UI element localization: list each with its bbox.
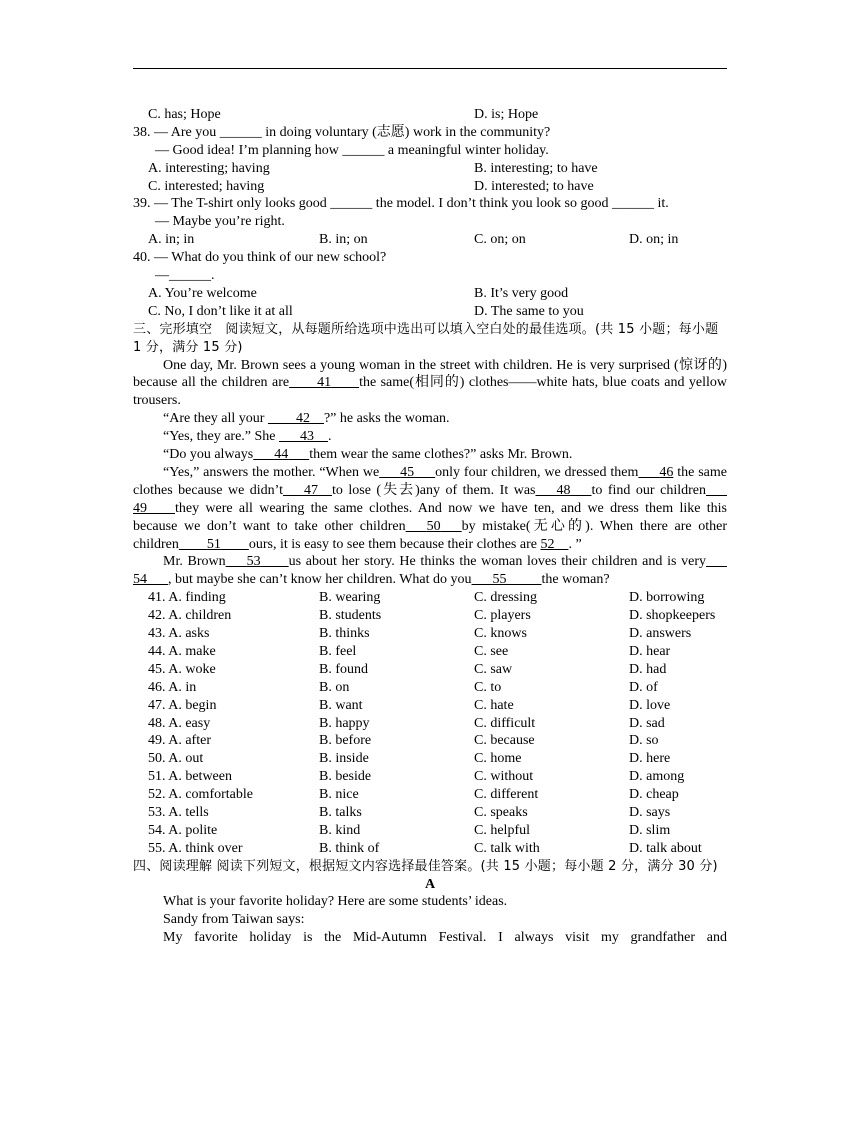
cloze-paragraph-1 xyxy=(133,357,727,411)
cloze-option-a[interactable]: 48. A. easy xyxy=(148,715,211,731)
q39-option-b[interactable]: B. in; on xyxy=(319,232,368,248)
blank-number: 41 xyxy=(317,375,332,391)
cloze-option-row xyxy=(133,732,727,750)
cloze-text: only four children, we dressed them xyxy=(435,464,639,480)
cloze-option-a[interactable]: 44. A. make xyxy=(148,643,216,659)
passage-a-line-1: What is your favorite holiday? Here are some students’ ideas. xyxy=(163,894,508,910)
cloze-option-b[interactable]: B. on xyxy=(319,679,350,695)
cloze-option-row xyxy=(133,822,727,840)
blank-number: 51 xyxy=(206,536,221,552)
cloze-option-d[interactable]: D. among xyxy=(629,769,685,785)
cloze-option-row xyxy=(133,607,727,625)
cloze-option-b[interactable]: B. feel xyxy=(319,643,357,659)
cloze-option-a[interactable]: 45. A. woke xyxy=(148,661,216,677)
cloze-option-c[interactable]: C. to xyxy=(474,679,502,695)
passage-a-line-2: Sandy from Taiwan says: xyxy=(163,912,305,928)
cloze-option-c[interactable]: C. see xyxy=(474,643,509,659)
cloze-text: to lose (失去)any of them. It was xyxy=(331,482,536,498)
cloze-text: One day, Mr. Brown sees a young woman in the street with children. He is very surprised (惊讶的) because all the children are xyxy=(133,357,727,391)
q39-stem: 39. — The T-shirt only looks good ______ the model. I don’t think you look so good ______ it. xyxy=(133,196,669,212)
q37-option-d[interactable]: D. is; Hope xyxy=(474,107,539,122)
blank-45[interactable] xyxy=(379,465,435,480)
cloze-option-b[interactable]: B. thinks xyxy=(319,626,370,642)
blank-number: 55 xyxy=(492,572,507,588)
cloze-text: them wear the same clothes?” asks Mr. Brown. xyxy=(309,447,573,463)
blank-number: 50 xyxy=(426,518,441,534)
blank-53[interactable] xyxy=(226,554,289,569)
cloze-option-row xyxy=(133,750,727,768)
cloze-text: ours, it is easy to see them because their clothes are xyxy=(248,536,541,552)
cloze-option-a[interactable]: 47. A. begin xyxy=(148,697,217,713)
cloze-option-a[interactable]: 49. A. after xyxy=(148,733,211,749)
q37-option-c[interactable]: C. has; Hope xyxy=(148,107,221,122)
cloze-text: to find our children xyxy=(591,482,706,498)
q40-reply: —______. xyxy=(155,268,215,284)
blank-number: 52 xyxy=(540,536,555,552)
cloze-option-d[interactable]: D. of xyxy=(629,679,658,695)
cloze-option-b[interactable]: B. found xyxy=(319,661,368,677)
cloze-option-a[interactable]: 54. A. polite xyxy=(148,822,218,838)
q38-options-row1 xyxy=(133,160,727,178)
cloze-option-a[interactable]: 51. A. between xyxy=(148,769,232,785)
cloze-text: “Do you always xyxy=(163,447,254,463)
passage-a-line-3: My favorite holiday is the Mid-Autumn Festival. I always visit my grandfather and xyxy=(163,930,727,946)
cloze-option-b[interactable]: B. happy xyxy=(319,715,370,731)
q38-option-a[interactable]: A. interesting; having xyxy=(148,160,270,176)
cloze-option-c[interactable]: C. players xyxy=(474,608,531,624)
cloze-option-d[interactable]: D. slim xyxy=(629,822,671,838)
blank-number: 42 xyxy=(295,411,310,427)
q40-option-b[interactable]: B. It’s very good xyxy=(474,285,569,301)
cloze-option-d[interactable]: D. cheap xyxy=(629,787,679,803)
q38-option-c[interactable]: C. interested; having xyxy=(148,178,265,194)
cloze-option-d[interactable]: D. says xyxy=(629,804,671,820)
cloze-paragraph-5 xyxy=(133,464,727,554)
cloze-option-b[interactable]: B. students xyxy=(319,608,382,624)
cloze-text: . ” xyxy=(568,536,582,552)
blank-51[interactable] xyxy=(179,537,249,552)
cloze-text: they were all wearing the same clothes. And now we have ten, and we dress them like this because we don’t want to take other children xyxy=(133,500,727,534)
q38-stem: 38. — Are you ______ in doing voluntary (志愿) work in the community? xyxy=(133,124,551,140)
cloze-option-d[interactable]: D. borrowing xyxy=(629,590,705,606)
cloze-option-d[interactable]: D. hear xyxy=(629,643,671,659)
blank-50[interactable] xyxy=(406,519,462,534)
q39-reply: — Maybe you’re right. xyxy=(155,214,285,230)
blank-46[interactable] xyxy=(638,465,673,480)
cloze-text: , but maybe she can’t know her children. What do you xyxy=(168,572,472,588)
blank-number: 44 xyxy=(274,447,289,463)
cloze-text: . xyxy=(328,429,332,445)
blank-43[interactable] xyxy=(279,429,328,444)
cloze-option-c[interactable]: C. talk with xyxy=(474,840,540,856)
blank-41[interactable] xyxy=(289,375,359,390)
cloze-option-row xyxy=(133,697,727,715)
exam-page xyxy=(133,106,727,947)
q38-option-d[interactable]: D. interested; to have xyxy=(474,178,594,194)
q39-option-d[interactable]: D. on; in xyxy=(629,232,679,248)
blank-number: 45 xyxy=(400,464,415,480)
cloze-option-row xyxy=(133,768,727,786)
cloze-paragraph-6 xyxy=(133,553,727,589)
cloze-text: ?” he asks the woman. xyxy=(323,411,450,427)
section4-heading: 四、阅读理解 阅读下列短文，根据短文内容选择最佳答案。(共 15 小题；每小题 2 分，满分 30 分) xyxy=(133,858,718,874)
q38-option-b[interactable]: B. interesting; to have xyxy=(474,160,598,176)
blank-number: 53 xyxy=(246,554,261,570)
cloze-option-c[interactable]: C. because xyxy=(474,733,535,749)
q37-options xyxy=(133,106,727,124)
cloze-option-c[interactable]: C. without xyxy=(474,769,534,785)
q40-option-a[interactable]: A. You’re welcome xyxy=(148,285,257,301)
cloze-options-list xyxy=(133,589,727,857)
q38-reply: — Good idea! I’m planning how ______ a meaningful winter holiday. xyxy=(155,142,549,158)
cloze-option-row xyxy=(133,589,727,607)
cloze-paragraph-2 xyxy=(133,410,727,428)
cloze-option-c[interactable]: C. dressing xyxy=(474,590,537,606)
q40-option-c[interactable]: C. No, I don’t like it at all xyxy=(148,303,293,319)
blank-44[interactable] xyxy=(253,447,309,462)
cloze-option-a[interactable]: 43. A. asks xyxy=(148,626,210,642)
blank-number: 46 xyxy=(659,464,674,480)
cloze-option-row xyxy=(133,661,727,679)
cloze-option-b[interactable]: B. before xyxy=(319,733,372,749)
blank-55[interactable] xyxy=(472,572,542,587)
cloze-option-b[interactable]: B. wearing xyxy=(319,590,381,606)
q40-option-d[interactable]: D. The same to you xyxy=(474,303,584,319)
cloze-option-a[interactable]: 50. A. out xyxy=(148,751,204,767)
cloze-option-d[interactable]: D. sad xyxy=(629,715,665,731)
blank-47[interactable] xyxy=(283,483,332,498)
cloze-option-c[interactable]: C. helpful xyxy=(474,822,530,838)
cloze-option-c[interactable]: C. saw xyxy=(474,661,513,677)
cloze-text: “Are they all your xyxy=(163,411,268,427)
cloze-option-c[interactable]: C. knows xyxy=(474,626,527,642)
cloze-option-row xyxy=(133,643,727,661)
cloze-option-row xyxy=(133,804,727,822)
cloze-option-d[interactable]: D. love xyxy=(629,697,671,713)
cloze-option-row xyxy=(133,679,727,697)
cloze-option-d[interactable]: D. talk about xyxy=(629,840,702,856)
cloze-option-b[interactable]: B. nice xyxy=(319,787,359,803)
cloze-option-b[interactable]: B. beside xyxy=(319,769,372,785)
cloze-text: Mr. Brown xyxy=(163,554,226,570)
q39-option-c[interactable]: C. on; on xyxy=(474,232,526,248)
blank-number: 43 xyxy=(300,429,314,445)
blank-number: 47 xyxy=(303,482,318,498)
blank-48[interactable] xyxy=(535,483,591,498)
blank-42[interactable] xyxy=(268,411,324,426)
blank-number: 48 xyxy=(556,482,571,498)
cloze-text: the woman? xyxy=(541,572,610,588)
cloze-option-d[interactable]: D. so xyxy=(629,733,659,749)
cloze-option-d[interactable]: D. shopkeepers xyxy=(629,608,716,624)
cloze-option-c[interactable]: C. hate xyxy=(474,697,514,713)
cloze-text: by mistake(无心的). When there are other children xyxy=(133,518,727,552)
cloze-option-d[interactable]: D. had xyxy=(629,661,667,677)
cloze-option-c[interactable]: C. speaks xyxy=(474,804,528,820)
cloze-option-c[interactable]: C. home xyxy=(474,751,522,767)
q40-options-row2 xyxy=(133,303,727,321)
cloze-option-b[interactable]: B. talks xyxy=(319,804,362,820)
cloze-option-c[interactable]: C. difficult xyxy=(474,715,536,731)
cloze-option-row xyxy=(133,625,727,643)
cloze-option-row xyxy=(133,840,727,858)
cloze-paragraph-3 xyxy=(133,428,727,446)
section3-heading: 三、完形填空 阅读短文，从每题所给选项中选出可以填入空白处的最佳选项。(共 15 小题；每小题 1 分，满分 15 分) xyxy=(133,321,719,355)
cloze-option-b[interactable]: B. want xyxy=(319,697,363,713)
cloze-text: us about her story. He thinks the woman loves their children and is very xyxy=(288,554,706,570)
q40-stem: 40. — What do you think of our new school? xyxy=(133,250,387,266)
cloze-paragraph-4 xyxy=(133,446,727,464)
blank-number: 54 xyxy=(133,572,147,588)
cloze-option-c[interactable]: C. different xyxy=(474,787,539,803)
cloze-option-row xyxy=(133,786,727,804)
cloze-option-b[interactable]: B. think of xyxy=(319,840,380,856)
blank-number: 49 xyxy=(133,500,147,516)
cloze-option-a[interactable]: 53. A. tells xyxy=(148,804,209,820)
cloze-option-a[interactable]: 46. A. in xyxy=(148,679,197,695)
cloze-option-d[interactable]: D. answers xyxy=(629,626,692,642)
cloze-option-b[interactable]: B. inside xyxy=(319,751,369,767)
q39-option-a[interactable]: A. in; in xyxy=(148,232,195,248)
q39-options xyxy=(133,231,727,249)
cloze-text: the same(相同的) clothes——white hats, blue coats and yellow trousers. xyxy=(133,375,727,409)
q38-options-row2 xyxy=(133,178,727,196)
q40-options-row1 xyxy=(133,285,727,303)
passage-a-label: A xyxy=(424,876,436,892)
cloze-text: “Yes, they are.” She xyxy=(163,429,279,445)
cloze-text: “Yes,” answers the mother. “When we xyxy=(163,464,380,480)
blank-52[interactable] xyxy=(540,537,568,552)
header-rule xyxy=(133,68,727,69)
cloze-option-b[interactable]: B. kind xyxy=(319,822,361,838)
cloze-option-a[interactable]: 52. A. comfortable xyxy=(148,787,253,803)
cloze-option-d[interactable]: D. here xyxy=(629,751,671,767)
cloze-option-row xyxy=(133,715,727,733)
cloze-text: the same clothes because we didn’t xyxy=(133,464,727,498)
cloze-option-a[interactable]: 42. A. children xyxy=(148,608,232,624)
cloze-option-a[interactable]: 41. A. finding xyxy=(148,590,226,606)
cloze-option-a[interactable]: 55. A. think over xyxy=(148,840,243,856)
